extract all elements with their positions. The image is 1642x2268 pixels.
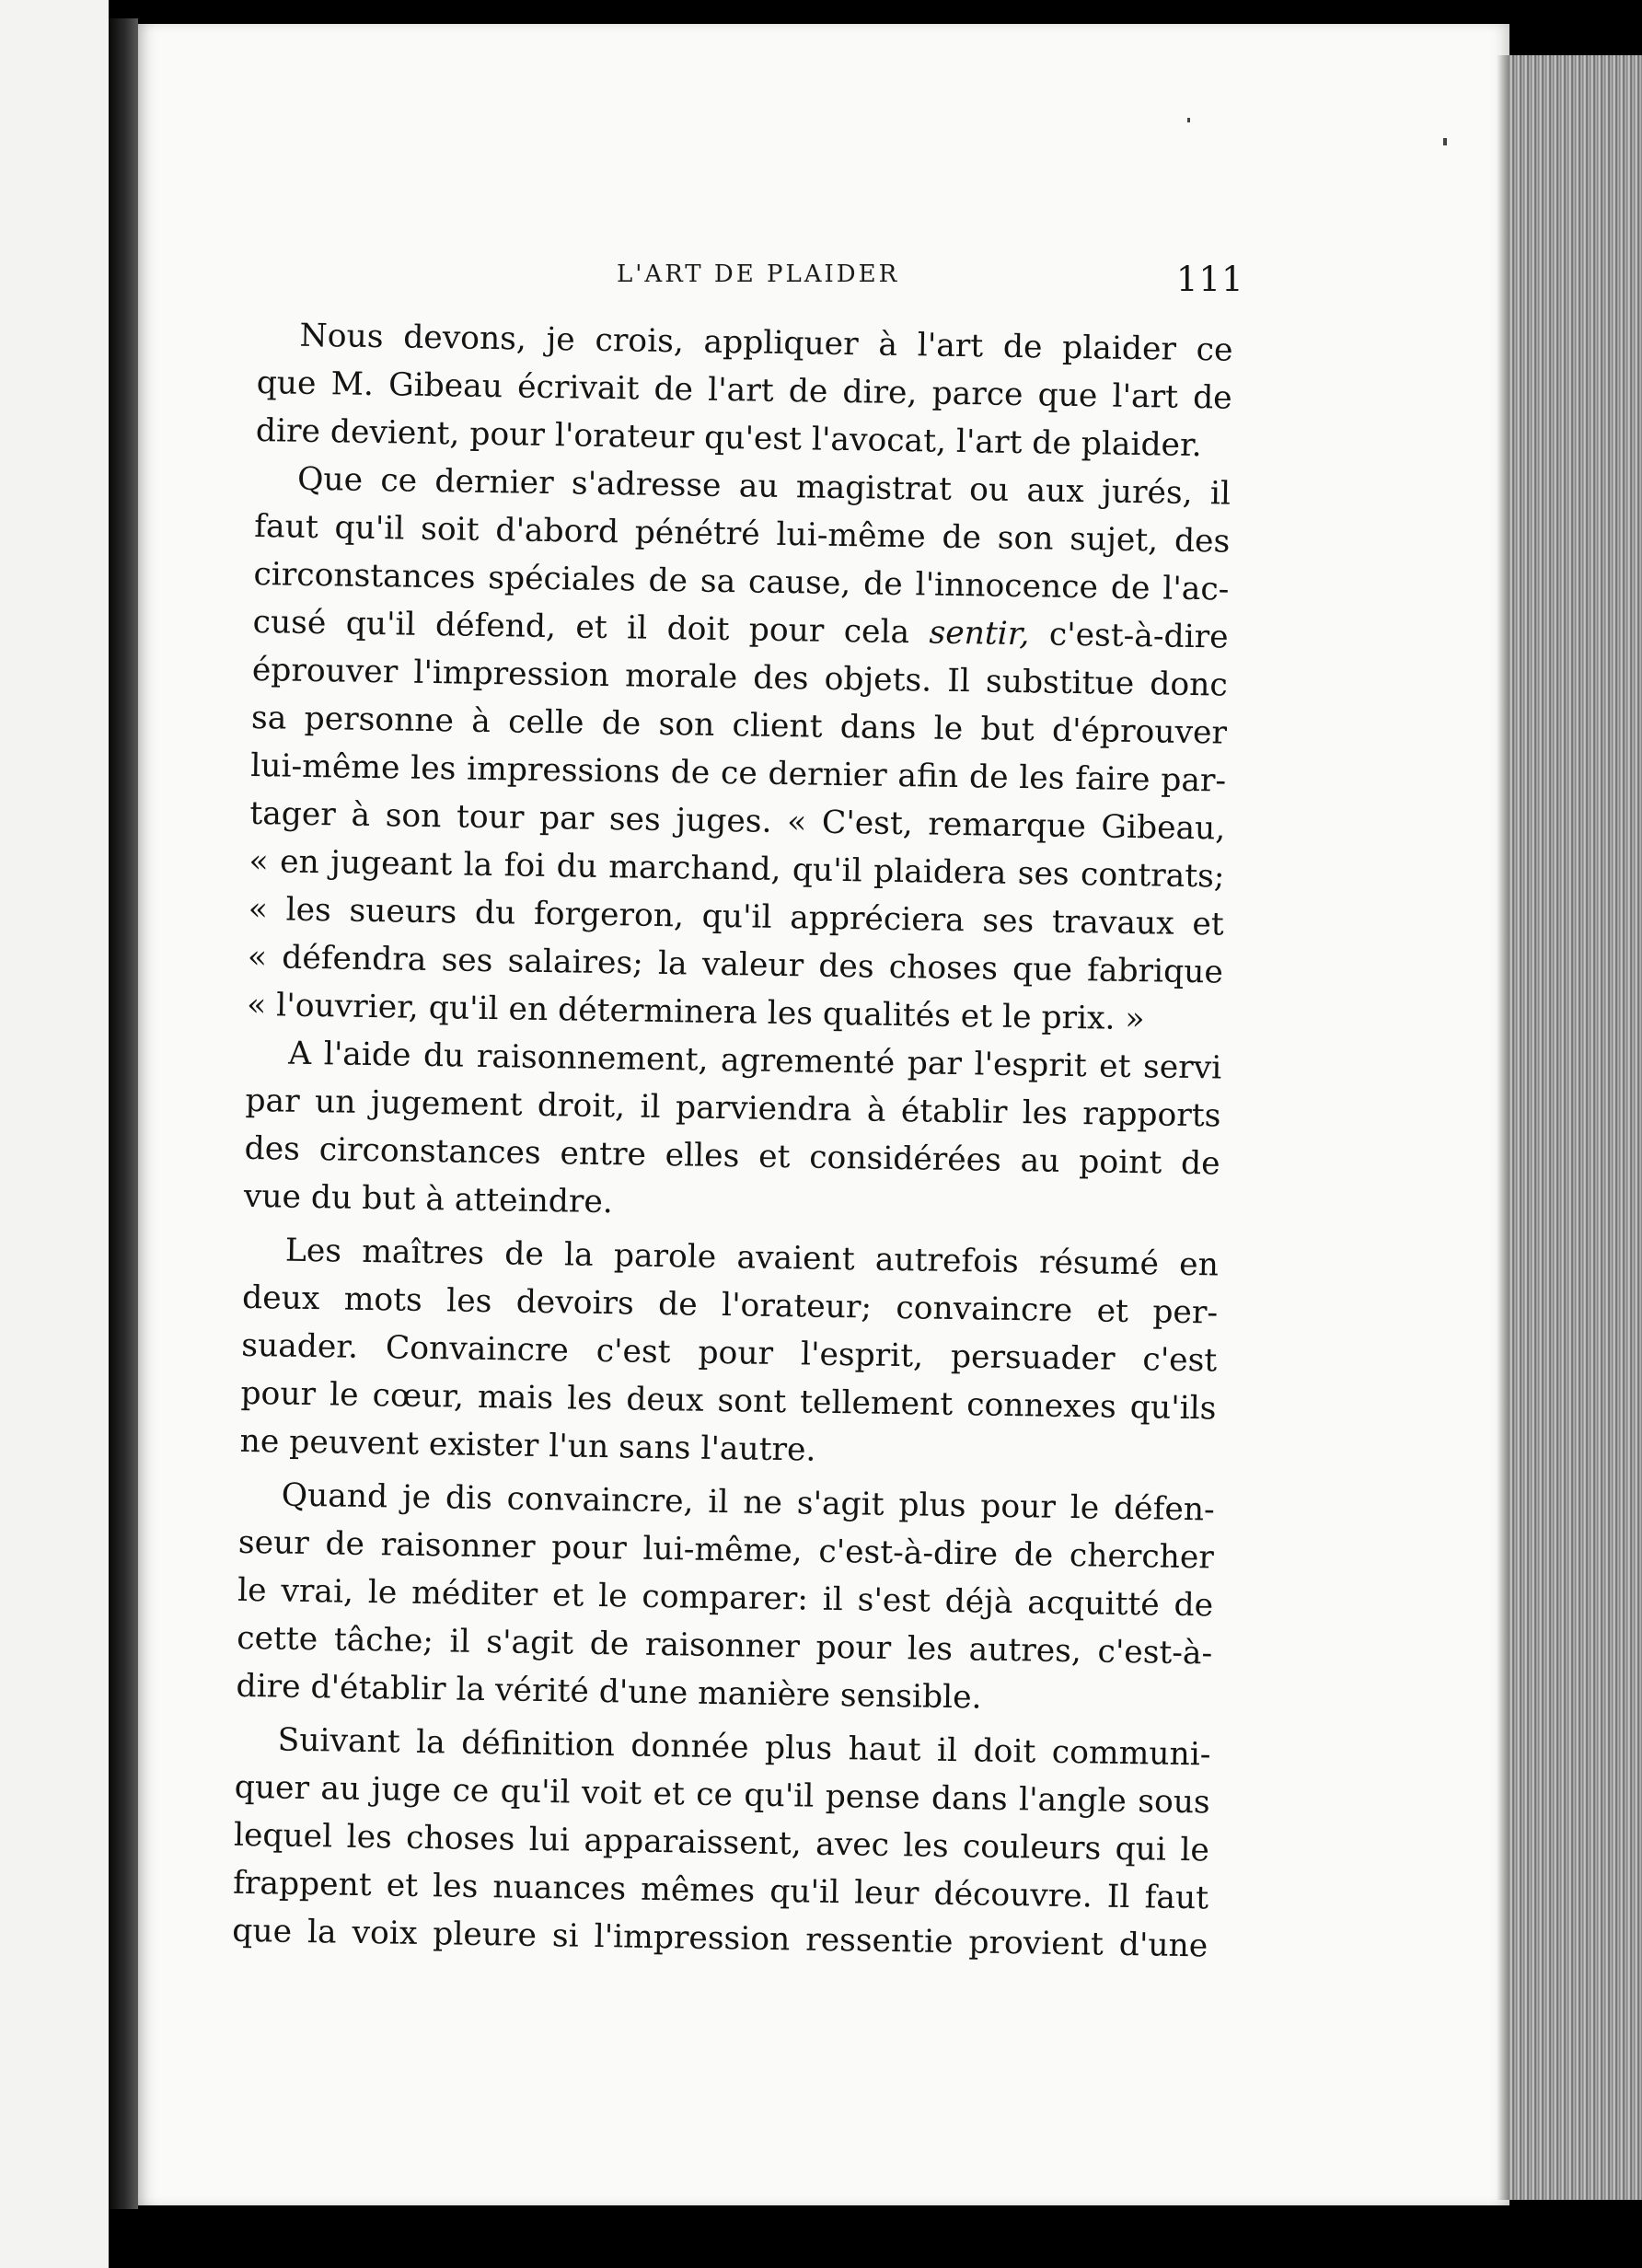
text-line: lui-même les impressions de ce dernier afin de les faire par- (249, 746, 1227, 800)
text-line: Que ce dernier s'adresse au magistrat ou aux jurés, il (296, 460, 1232, 513)
facing-page-edge (0, 0, 109, 2268)
text-line: circonstances spéciales de sa cause, de l'innocence de l'ac- (253, 555, 1230, 608)
running-head: L'ART DE PLAIDER (617, 260, 900, 288)
text-line: que M. Gibeau écrivait de l'art de dire, parce que l'art de (256, 364, 1232, 417)
text-line: faut qu'il soit d'abord pénétré lui-même de son sujet, des (254, 507, 1231, 561)
text-line: seur de raisonner pour lui-même, c'est-à-dire de chercher (237, 1523, 1215, 1577)
text-line: lequel les choses lui apparaissent, avec les couleurs qui le (233, 1816, 1210, 1869)
text-line: éprouver l'impression morale des objets. Il substitue donc (251, 651, 1229, 704)
text-line: quer au juge ce qu'il voit et ce qu'il pense dans l'angle sous (234, 1768, 1210, 1822)
text-line: « en jugeant la foi du marchand, qu'il plaidera ses contrats; (249, 842, 1225, 896)
text-line: des circonstances entre elles et considérées au point de (244, 1129, 1220, 1183)
text-line: deux mots les devoirs de l'orateur; convaincre et per- (241, 1279, 1219, 1332)
print-speck (1187, 118, 1190, 122)
text-line: pour le cœur, mais les deux sont tellement connexes qu'ils (240, 1374, 1217, 1428)
text-line: suader. Convaincre c'est pour l'esprit, persuader c'est (241, 1326, 1218, 1380)
text-line: Nous devons, je crois, appliquer à l'art de plaider ce (299, 317, 1233, 369)
body-text (232, 311, 1233, 1970)
text-line: par un jugement droit, il parviendra à établir les rapports (245, 1082, 1221, 1135)
text-line: « l'ouvrier, qu'il en déterminera les qualités et le prix. » (246, 986, 1145, 1038)
text-line: sa personne à celle de son client dans le but d'éprouver (250, 699, 1228, 752)
print-speck (1443, 138, 1447, 145)
page-number: 111 (1176, 260, 1244, 299)
emphasis-text: sentir, (929, 614, 1030, 654)
text-line: A l'aide du raisonnement, agrementé par l'esprit et servi (288, 1035, 1222, 1087)
text-line: que la voix pleure si l'impression ressentie provient d'une (232, 1912, 1208, 1965)
text-line: « les sueurs du forgeron, qu'il appréciera ses travaux et (248, 890, 1224, 943)
text-line: dire devient, pour l'orateur qu'est l'avocat, l'art de plaider. (255, 411, 1202, 465)
text-line: « défendra ses salaires; la valeur des choses que fabrique (247, 938, 1224, 991)
text-line: Suivant la définition donnée plus haut il doit communi- (277, 1721, 1211, 1774)
text-line: ne peuvent exister l'un sans l'autre. (239, 1422, 816, 1469)
text-line: Les maîtres de la parole avaient autrefois résumé en (284, 1232, 1220, 1284)
text-line: frappent et les nuances mêmes qu'il leur découvre. Il faut (232, 1864, 1209, 1917)
text-line: vue du but à atteindre. (243, 1177, 614, 1221)
text-line: Quand je dis convaincre, il ne s'agit plus pour le défen- (281, 1476, 1215, 1529)
book-gutter (109, 18, 138, 2209)
text-line: le vrai, le méditer et le comparer: il s'est déjà acquitté de (237, 1571, 1214, 1625)
text-line: cette tâche; il s'agit de raisonner pour les autres, c'est-à- (237, 1619, 1213, 1672)
text-line: tager à son tour par ses juges. « C'est, remarque Gibeau, (249, 794, 1226, 848)
text-line: cusé qu'il défend, et il doit pour cela sentir, c'est-à-dire (252, 603, 1229, 656)
stacked-page-edges (1509, 55, 1642, 2200)
text-line: dire d'établir la vérité d'une manière sensible. (236, 1667, 982, 1717)
